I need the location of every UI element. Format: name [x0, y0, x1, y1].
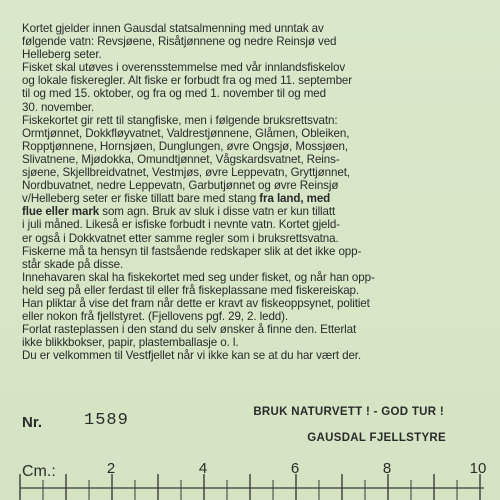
text-line: Fiskerne må ta hensyn til fastsående redskaper slik at det ikke opp-: [22, 244, 362, 258]
slogan: BRUK NATURVETT ! - GOD TUR !: [253, 406, 444, 418]
text-line: i juli måned. Likeså er isfiske forbudt i nevnte vatn. Kortet gjeld-: [22, 218, 340, 232]
cm-ruler: [0, 470, 500, 500]
text-fragment: v/Helleberg seter er fiske tillatt bare med stang: [22, 192, 260, 206]
text-line: følgende vatn: Revsjøene, Risåtjønnene og nedre Reinsjø ved: [22, 35, 337, 49]
bold-flue-eller-mark: flue eller mark: [22, 205, 100, 219]
text-line: står skade på disse.: [22, 257, 124, 271]
ruler-ticks: [20, 474, 480, 500]
text-line: Kortet gjelder innen Gausdal statsalmenning med unntak av: [22, 22, 324, 35]
text-line: [22, 192, 484, 205]
text-line: sjøene, Skjellbreidvatnet, Vestmjøs, øvre Leppevatn, Gryttjønnet,: [22, 166, 350, 180]
ruler-number: 6: [290, 460, 300, 477]
ruler-number: 2: [106, 460, 116, 477]
text-line: Fiskekortet gir rett til stangfiske, men i følgende bruksrettsvatn:: [22, 113, 338, 127]
serial-number: 1589: [84, 411, 129, 430]
text-line: til og med 15. oktober, og fra og med 1. november til og med: [22, 87, 326, 101]
text-fragment: som agn. Bruk av sluk i disse vatn er kun tillatt: [99, 205, 336, 219]
ruler-label: Cm.:: [22, 463, 56, 480]
text-line: Slivatnene, Mjødokka, Omundtjønnet, Vågskardsvatnet, Reins-: [22, 152, 340, 166]
text-line: Nordbuvatnet, nedre Leppevatn, Garbutjønnet og øvre Reinsjø: [22, 179, 339, 193]
text-line: er også i Dokkvatnet etter samme regler som i bruksrettsvatna.: [22, 231, 339, 245]
ruler-number: 4: [198, 460, 208, 477]
text-line: Du er velkommen til Vestfjellet når vi ikke kan se at du har vært der.: [22, 349, 362, 363]
text-line: Helleberg seter.: [22, 48, 102, 62]
text-line: Han pliktar å vise det fram når dette er kravt av fiskeoppsynet, politiet: [22, 296, 370, 310]
text-line: Fisket skal utøves i overensstemmelse med vår innlandsfiskelov: [22, 61, 346, 75]
text-line: Ropptjønnene, Hornsjøen, Dunglungen, øvre Ongsjø, Mossjøen,: [22, 139, 348, 153]
text-line: og lokale fiskeregler. Alt fiske er forbudt fra og med 11. september: [22, 74, 353, 88]
text-line: ikke blikkbokser, papir, plastemballasje o. l.: [22, 336, 239, 350]
bold-fra-land: fra land, med: [259, 192, 331, 206]
text-line: held seg på eller ferdast til eller frå fiskeplassane med fiskereiskap.: [22, 283, 360, 297]
text-line: [22, 205, 484, 218]
ruler-number: 8: [382, 460, 392, 477]
issuer-name: GAUSDAL FJELLSTYRE: [307, 432, 446, 444]
nr-label: Nr.: [22, 414, 43, 431]
text-line: Innehavaren skal ha fiskekortet med seg under fisket, og når han opp-: [22, 270, 375, 284]
ruler-number: 10: [469, 460, 487, 477]
text-line: Forlat rasteplassen i den stand du selv ønsker å finne den. Etterlat: [22, 323, 357, 337]
card-text: [22, 22, 484, 362]
text-line: Ormtjønnet, Dokkfløyvatnet, Valdrestjønnene, Glåmen, Obleiken,: [22, 126, 350, 140]
text-line: 30. november.: [22, 100, 95, 114]
text-line: eller nokon frå fjellstyret. (Fjellovens pgf. 29, 2. ledd).: [22, 310, 289, 324]
